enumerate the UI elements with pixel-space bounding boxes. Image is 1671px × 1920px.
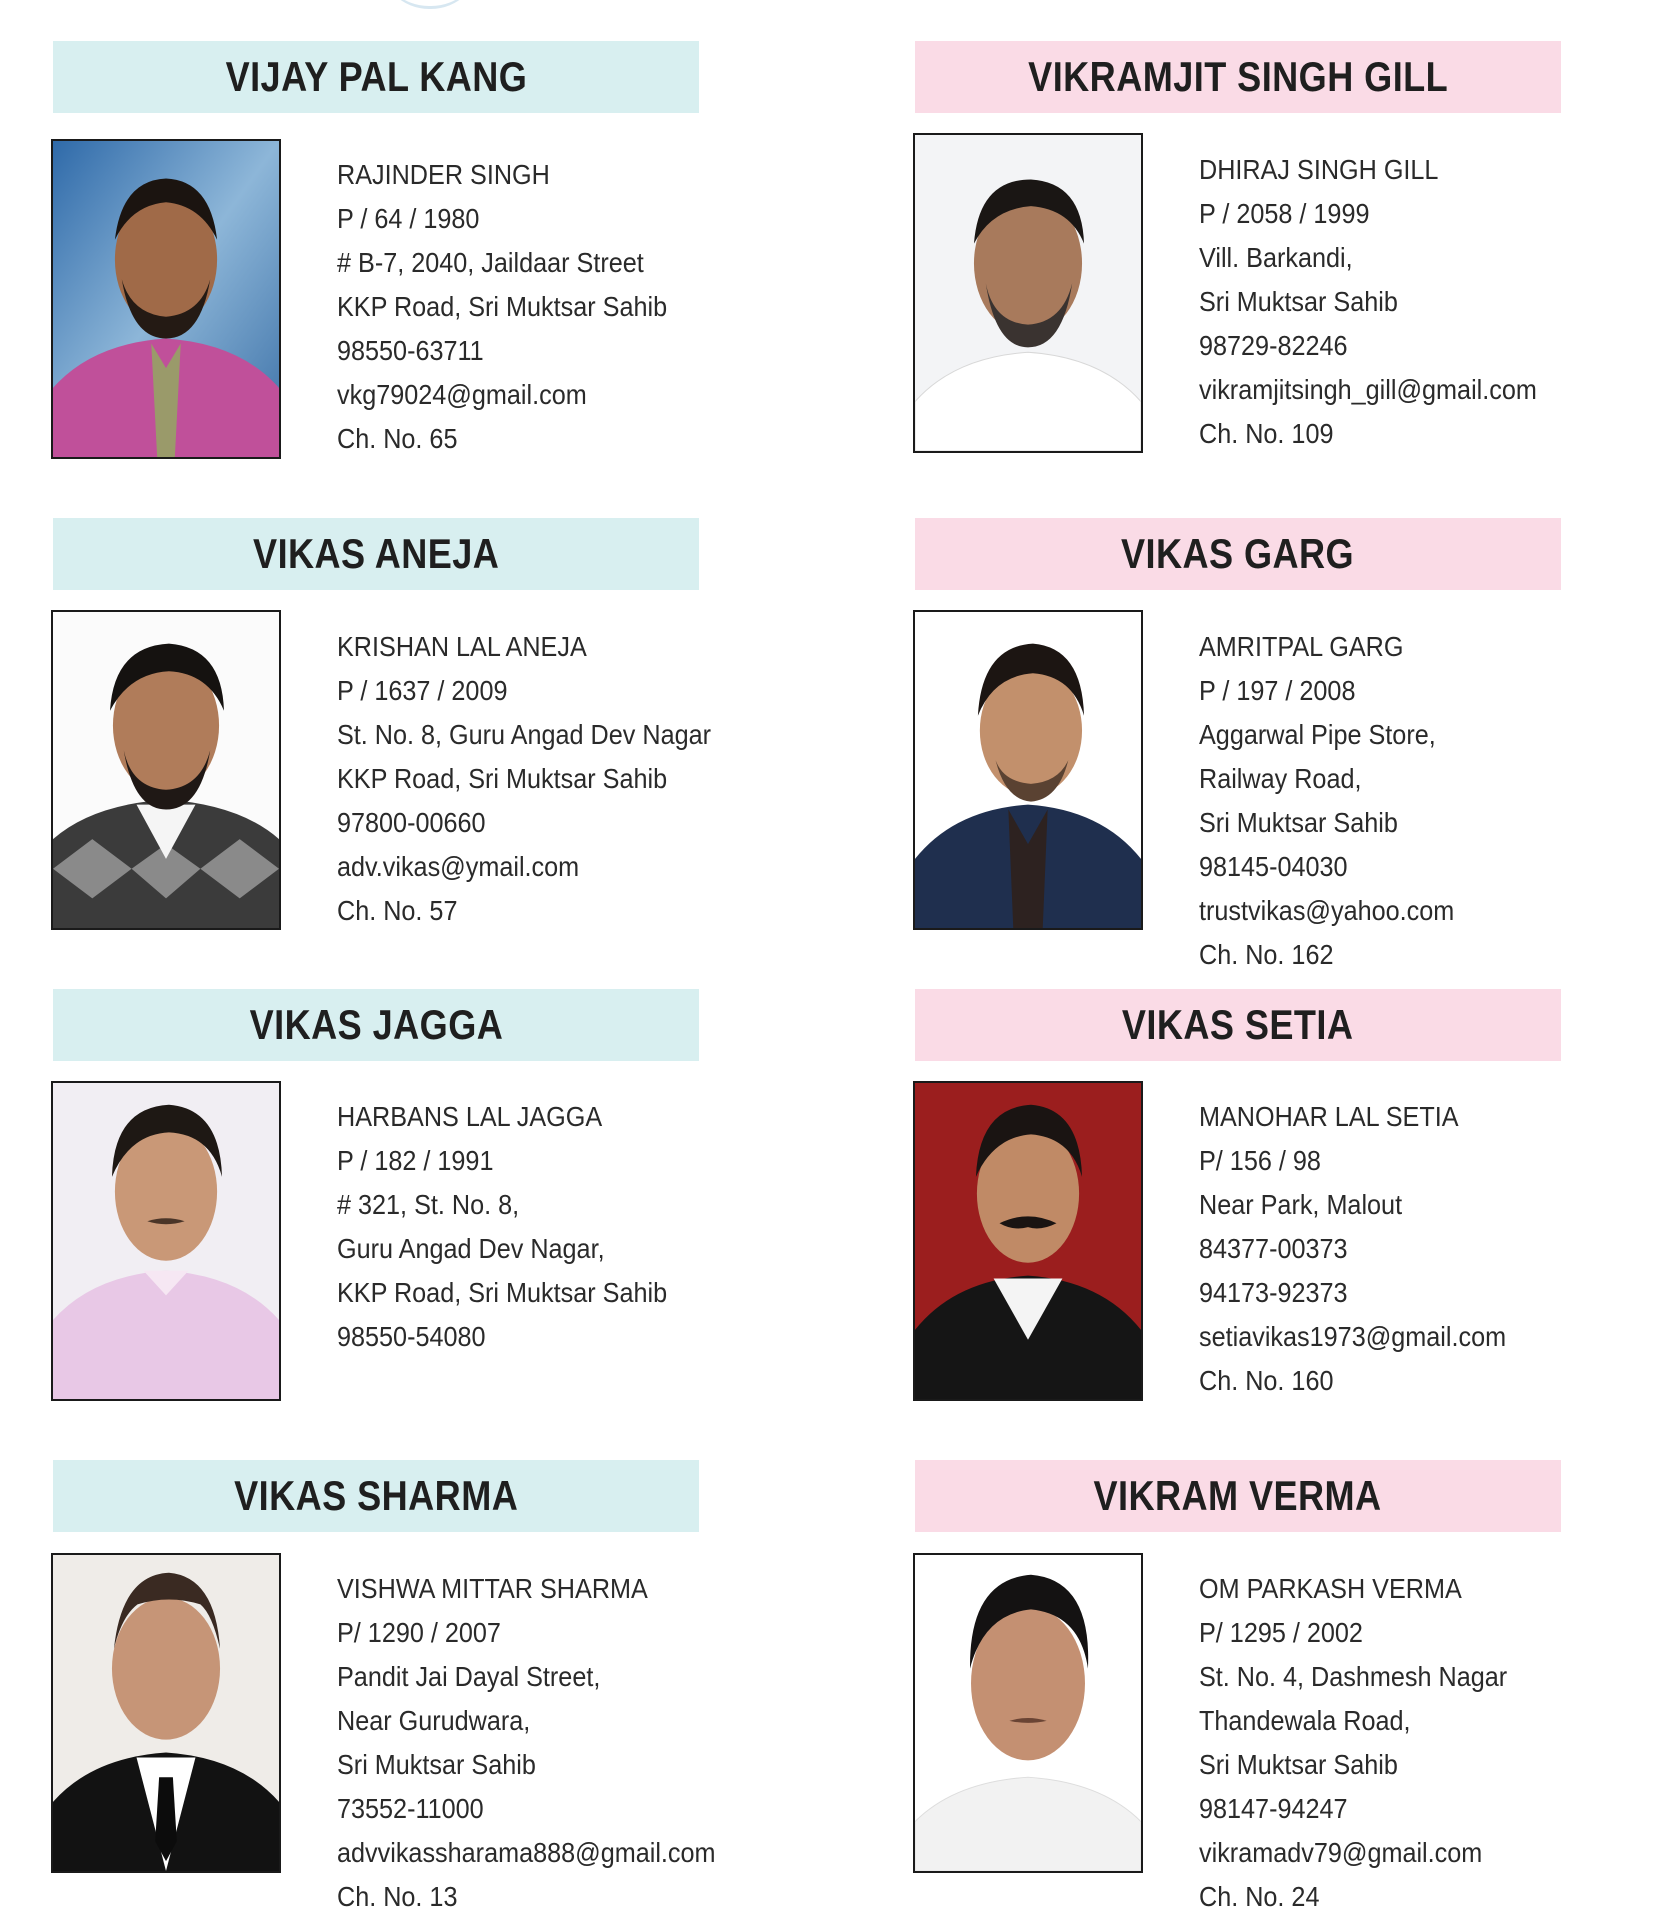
decorative-arc [380,0,480,9]
profile-name-banner [53,41,699,113]
profile-card-vikram-verma [915,1460,1671,1912]
phone-number: 98145-04030 [1199,851,1348,882]
father-name: MANOHAR LAL SETIA [1199,1101,1459,1132]
chamber-number: Ch. No. 57 [337,895,458,926]
enrollment-number: P / 1637 / 2009 [337,675,508,706]
profile-details [1199,625,1483,977]
phone-number: 73552-11000 [337,1793,484,1824]
profile-details [337,1567,758,1919]
profile-details [1199,148,1574,456]
address-line: Railway Road, [1199,763,1362,794]
address-line: KKP Road, Sri Muktsar Sahib [337,1277,668,1308]
portrait-image [915,1083,1141,1399]
portrait-image [915,1555,1141,1871]
enrollment-number: P/ 156 / 98 [1199,1145,1321,1176]
address-line: Near Gurudwara, [337,1705,531,1736]
profile-photo [51,1553,281,1873]
enrollment-number: P / 197 / 2008 [1199,675,1356,706]
profile-name-banner [915,989,1561,1061]
email-address: vikramjitsingh_gill@gmail.com [1199,374,1537,405]
address-line: Aggarwal Pipe Store, [1199,719,1436,750]
profile-name-banner [53,1460,699,1532]
phone-number: 97800-00660 [337,807,486,838]
phone-number: 98147-94247 [1199,1793,1348,1824]
profile-name: VIJAY PAL KANG [225,53,527,100]
profile-name-banner [53,989,699,1061]
father-name: HARBANS LAL JAGGA [337,1101,603,1132]
address-line: Pandit Jai Dayal Street, [337,1661,601,1692]
father-name: OM PARKASH VERMA [1199,1573,1462,1604]
profile-name: VIKAS GARG [1121,530,1355,577]
chamber-number: Ch. No. 160 [1199,1365,1334,1396]
father-name: DHIRAJ SINGH GILL [1199,154,1439,185]
profile-card-vikas-setia [915,989,1671,1409]
profile-card-vikramjit-singh-gill [915,41,1671,461]
profile-details [337,1095,704,1359]
father-name: AMRITPAL GARG [1199,631,1404,662]
profile-photo [913,1081,1143,1401]
address-line: # B-7, 2040, Jaildaar Street [337,247,644,278]
father-name: RAJINDER SINGH [337,159,550,190]
portrait-image [53,612,279,928]
father-name: VISHWA MITTAR SHARMA [337,1573,648,1604]
profile-name: VIKAS ANEJA [252,530,500,577]
profile-card-vijay-pal-kang [53,41,843,461]
chamber-number: Ch. No. 109 [1199,418,1334,449]
profile-name-banner [915,41,1561,113]
profile-name-banner [915,518,1561,590]
portrait-image [53,1555,279,1871]
email-address: vkg79024@gmail.com [337,379,587,410]
phone-number: 94173-92373 [1199,1277,1348,1308]
email-address: adv.vikas@ymail.com [337,851,580,882]
profile-name-banner [915,1460,1561,1532]
address-line: Thandewala Road, [1199,1705,1411,1736]
chamber-number: Ch. No. 162 [1199,939,1334,970]
email-address: setiavikas1973@gmail.com [1199,1321,1507,1352]
address-line: Sri Muktsar Sahib [1199,807,1398,838]
enrollment-number: P/ 1295 / 2002 [1199,1617,1363,1648]
phone-number: 84377-00373 [1199,1233,1348,1264]
address-line: KKP Road, Sri Muktsar Sahib [337,763,668,794]
address-line: Sri Muktsar Sahib [337,1749,536,1780]
profile-details [1199,1567,1541,1919]
portrait-image [53,141,279,457]
address-line: Vill. Barkandi, [1199,242,1353,273]
phone-number: 98550-54080 [337,1321,486,1352]
profile-details [1199,1095,1540,1403]
enrollment-number: P / 2058 / 1999 [1199,198,1370,229]
profile-name: VIKRAM VERMA [1093,1472,1383,1519]
enrollment-number: P / 182 / 1991 [337,1145,494,1176]
address-line: Near Park, Malout [1199,1189,1403,1220]
profile-photo [913,610,1143,930]
address-line: Sri Muktsar Sahib [1199,1749,1398,1780]
enrollment-number: P / 64 / 1980 [337,203,480,234]
portrait-image [915,135,1141,451]
profile-name: VIKRAMJIT SINGH GILL [1027,53,1448,100]
profile-photo [51,139,281,459]
chamber-number: Ch. No. 24 [1199,1881,1320,1912]
address-line: St. No. 4, Dashmesh Nagar [1199,1661,1508,1692]
address-line: # 321, St. No. 8, [337,1189,520,1220]
email-address: advvikassharama888@gmail.com [337,1837,716,1868]
profile-photo [51,1081,281,1401]
profile-name: VIKAS JAGGA [249,1001,503,1048]
profile-name-banner [53,518,699,590]
profile-name: VIKAS SETIA [1122,1001,1354,1048]
address-line: Guru Angad Dev Nagar, [337,1233,605,1264]
father-name: KRISHAN LAL ANEJA [337,631,587,662]
portrait-image [915,612,1141,928]
email-address: trustvikas@yahoo.com [1199,895,1455,926]
phone-number: 98729-82246 [1199,330,1348,361]
chamber-number: Ch. No. 65 [337,423,458,454]
address-line: Sri Muktsar Sahib [1199,286,1398,317]
portrait-image [53,1083,279,1399]
address-line: KKP Road, Sri Muktsar Sahib [337,291,668,322]
profile-details [337,625,753,933]
profile-photo [913,133,1143,453]
address-line: St. No. 8, Guru Angad Dev Nagar [337,719,712,750]
profile-photo [51,610,281,930]
profile-card-vikas-garg [915,518,1671,970]
profile-details [337,153,704,461]
profile-card-vikas-aneja [53,518,843,938]
profile-card-vikas-jagga [53,989,843,1409]
profile-card-vikas-sharma [53,1460,843,1912]
phone-number: 98550-63711 [337,335,484,366]
profile-photo [913,1553,1143,1873]
enrollment-number: P/ 1290 / 2007 [337,1617,501,1648]
chamber-number: Ch. No. 13 [337,1881,458,1912]
email-address: vikramadv79@gmail.com [1199,1837,1483,1868]
profile-name: VIKAS SHARMA [233,1472,519,1519]
